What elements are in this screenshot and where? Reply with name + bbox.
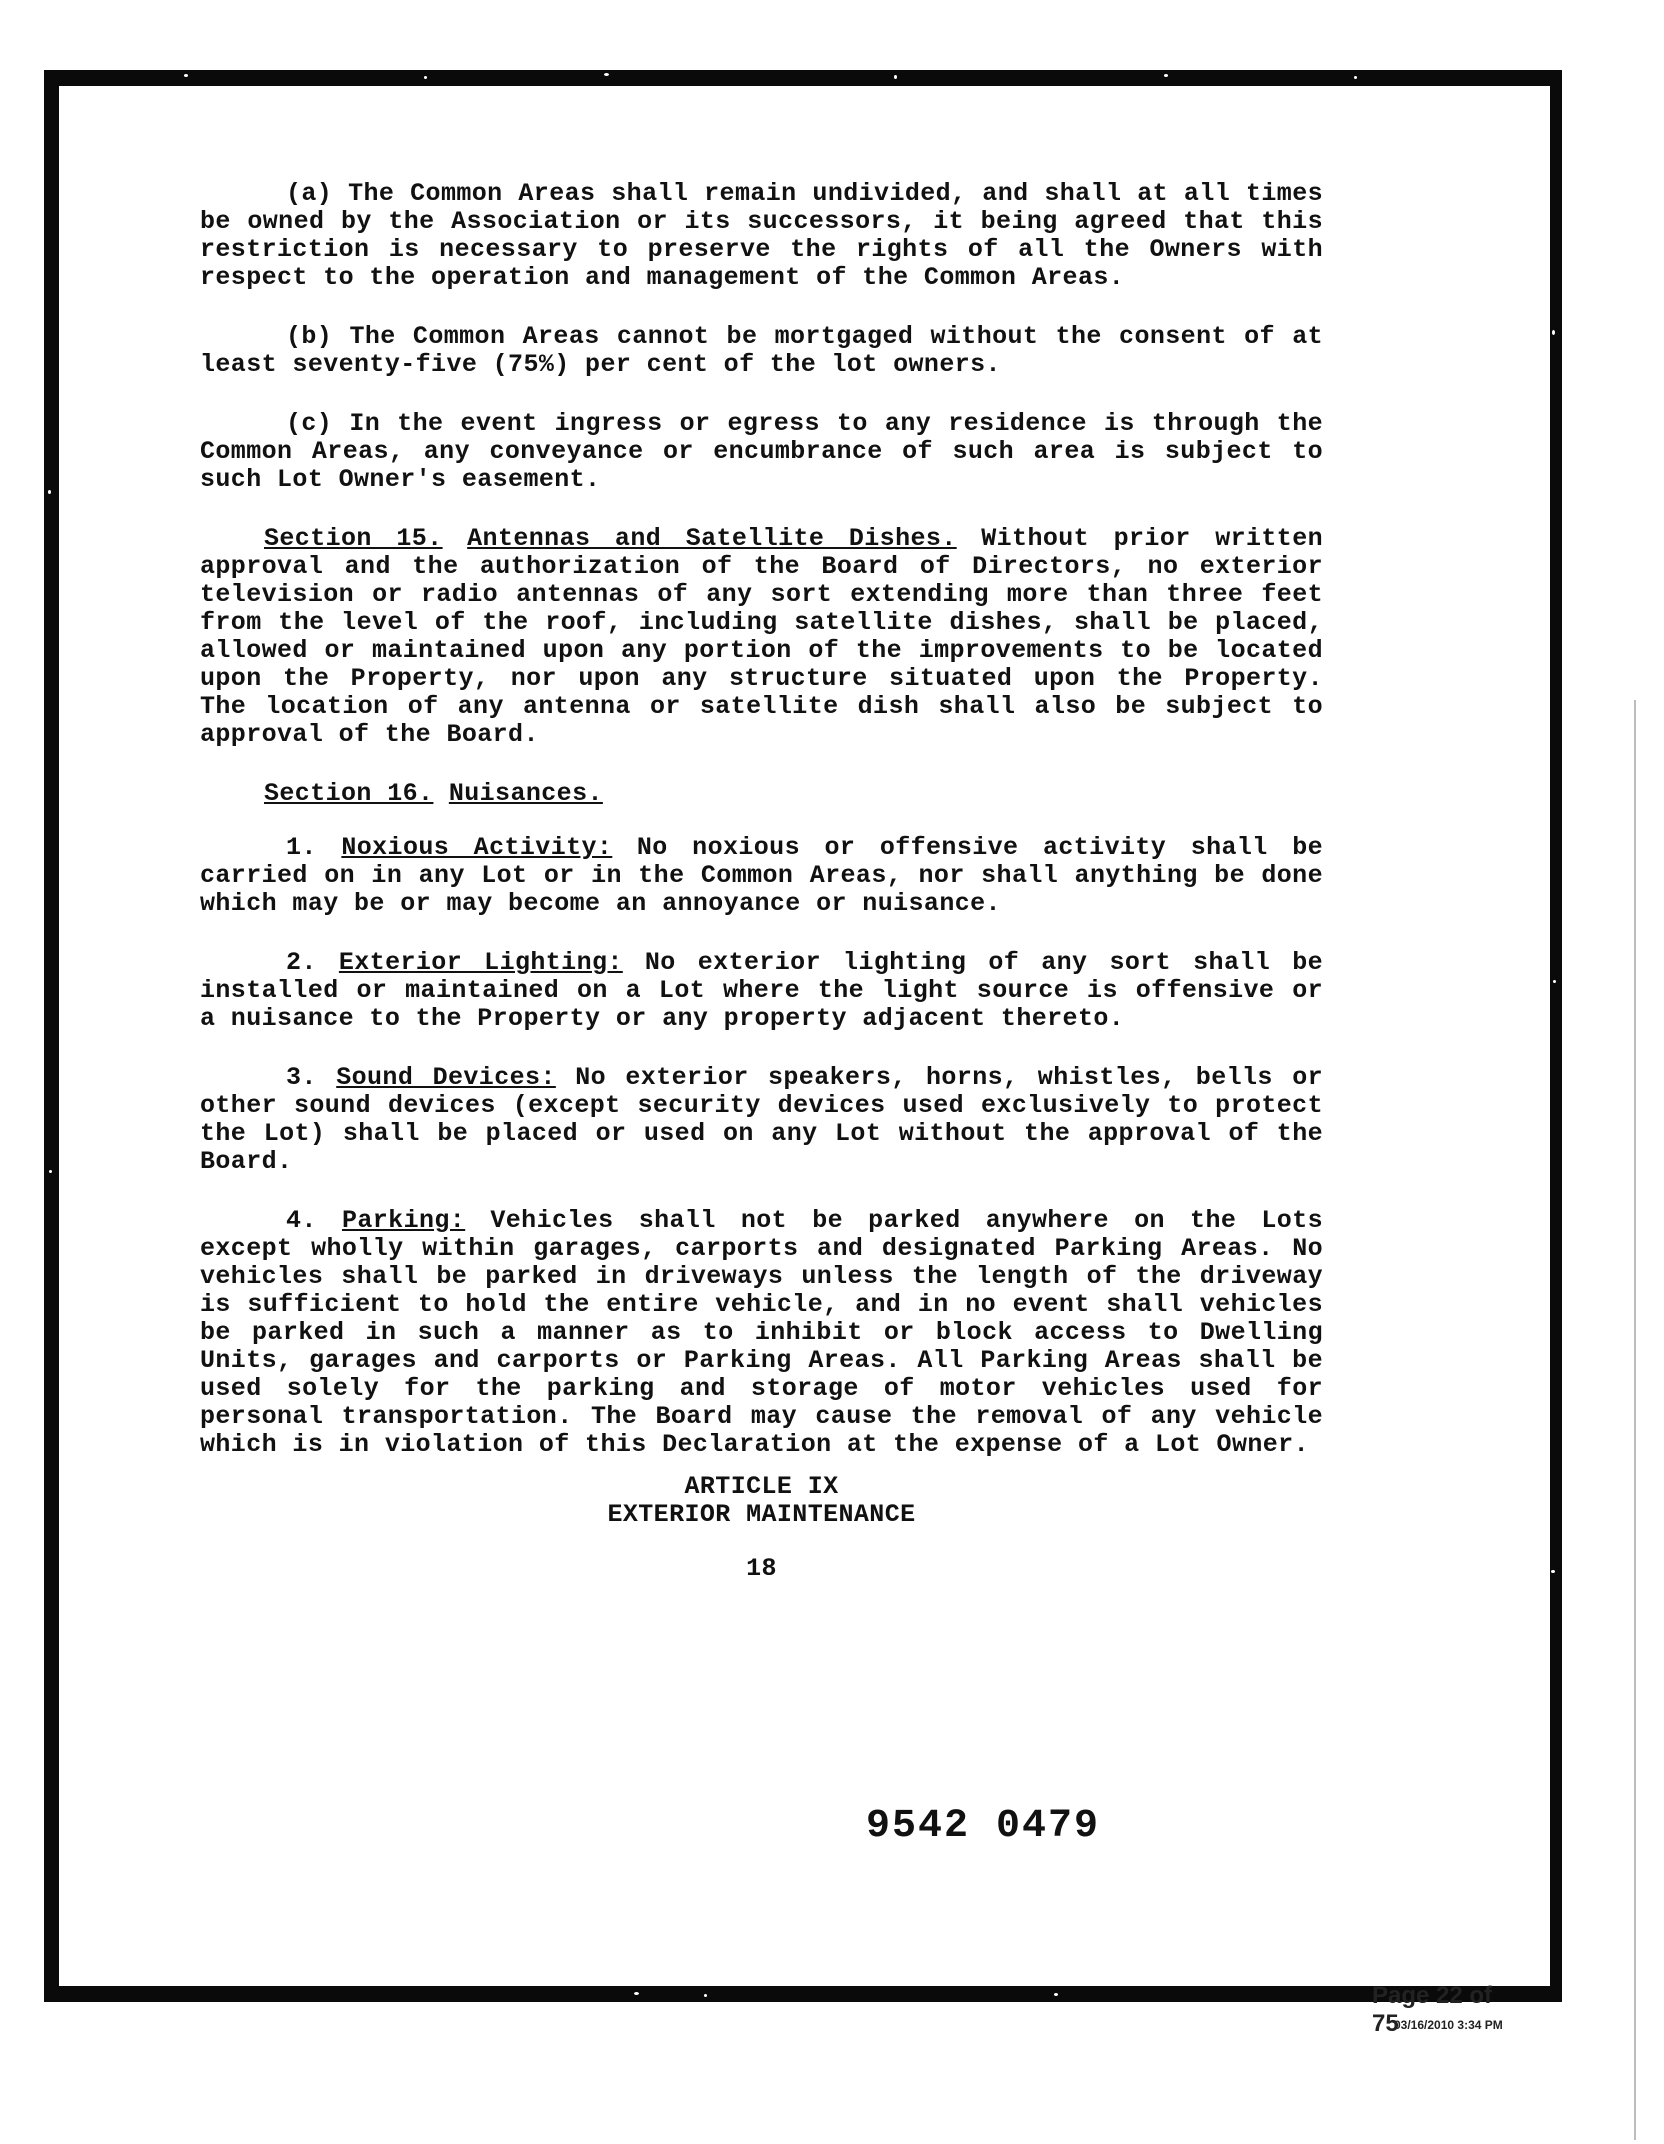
scan-speck	[184, 74, 188, 77]
timestamp: 03/16/2010 3:34 PM	[1394, 2018, 1503, 2032]
scan-speck	[604, 73, 609, 76]
nuisance-item-text: No noxious or offensive activity shall be carried on in any Lot or in the Common Areas, nor shall anything be done which may be or may become an annoyance or nuisance.	[200, 833, 1324, 918]
paragraph-b	[200, 323, 1323, 379]
section-15-heading: Section 15.	[264, 524, 443, 553]
scan-speck	[1551, 1570, 1555, 1573]
page-number: 18	[746, 1554, 777, 1583]
section-16-header	[200, 780, 1323, 808]
scan-speck	[894, 75, 897, 79]
nuisance-item-text: No exterior lighting of any sort shall be installed or maintained on a Lot where the light source is offensive or a nuisance to the Property or any property adjacent thereto.	[200, 948, 1324, 1033]
page-counter-text: Page 22 of 75	[1372, 1982, 1493, 2037]
paragraph-a	[200, 180, 1323, 292]
scan-speck	[634, 1992, 639, 1995]
section-16-title: Nuisances.	[448, 779, 603, 808]
scan-speck	[48, 490, 51, 494]
nuisance-item-number: 4.	[286, 1206, 317, 1235]
article-number: ARTICLE IX	[684, 1472, 839, 1501]
scan-speck	[49, 1170, 52, 1173]
section-15-text: Without prior written approval and the authorization of the Board of Directors, no exterior television or radio antennas of any sort extending more than three feet from the level of the roof, including satellite dishes, shall be placed, allowed or maintained upon any portion of the improvements to be located upon the Property, nor upon any structure situated upon the Property. The location of any antenna or satellite dish shall also be subject to approval of the Board.	[200, 524, 1324, 749]
nuisance-item-text: Vehicles shall not be parked anywhere on the Lots except wholly within garages, carports and designated Parking Areas. No vehicles shall be parked in driveways unless the length of the driveway is sufficient to hold the entire vehicle, and in no event shall vehicles be parked in such a manner as to inhibit or block access to Dwelling Units, garages and carports or Parking Areas. All Parking Areas shall be used solely for the parking and storage of motor vehicles used for personal transportation. The Board may cause the removal of any vehicle which is in violation of this Declaration at the expense of a Lot Owner.	[200, 1206, 1324, 1459]
nuisance-item-title: Noxious Activity:	[341, 833, 613, 862]
nuisance-item-2	[200, 949, 1323, 1033]
article-title: EXTERIOR MAINTENANCE	[607, 1500, 916, 1529]
paragraph-c-text: (c) In the event ingress or egress to any residence is through the Common Areas, any conveyance or encumbrance of such area is subject to such Lot Owner's easement.	[200, 409, 1323, 494]
paragraph-a-text: (a) The Common Areas shall remain undivided, and shall at all times be owned by the Association or its successors, it being agreed that this restriction is necessary to preserve the rights of all the Owners with respect to the operation and management of the Common Areas.	[200, 179, 1323, 292]
nuisance-item-number: 1.	[286, 833, 317, 862]
document-body	[200, 180, 1323, 1583]
scan-speck	[1354, 76, 1357, 79]
page-edge-line	[1634, 700, 1636, 2140]
nuisance-item-1	[200, 834, 1323, 918]
nuisance-item-title: Exterior Lighting:	[338, 948, 623, 977]
scan-speck	[1553, 980, 1556, 983]
section-15-title: Antennas and Satellite Dishes.	[467, 524, 957, 553]
nuisance-item-number: 2.	[286, 948, 317, 977]
section-16-heading: Section 16.	[264, 779, 434, 808]
nuisance-item-number: 3.	[286, 1063, 317, 1092]
nuisance-item-4	[200, 1207, 1323, 1459]
section-15	[200, 525, 1323, 749]
nuisance-item-3	[200, 1064, 1323, 1176]
nuisance-item-title: Sound Devices:	[336, 1063, 556, 1092]
scan-speck	[1164, 74, 1168, 77]
scan-speck	[424, 76, 427, 79]
reference-number: 9542 0479	[866, 1804, 1101, 1849]
nuisance-item-text: No exterior speakers, horns, whistles, bells or other sound devices (except security devices used exclusively to protect the Lot) shall be placed or used on any Lot without the approval of the Board.	[200, 1063, 1324, 1176]
paragraph-b-text: (b) The Common Areas cannot be mortgaged without the consent of at least seventy-five (75%) per cent of the lot owners.	[200, 322, 1323, 379]
scan-speck	[704, 1994, 707, 1997]
scan-speck	[1552, 330, 1555, 335]
nuisance-item-title: Parking:	[341, 1206, 466, 1235]
scan-speck	[1054, 1993, 1058, 1996]
paragraph-c	[200, 410, 1323, 494]
